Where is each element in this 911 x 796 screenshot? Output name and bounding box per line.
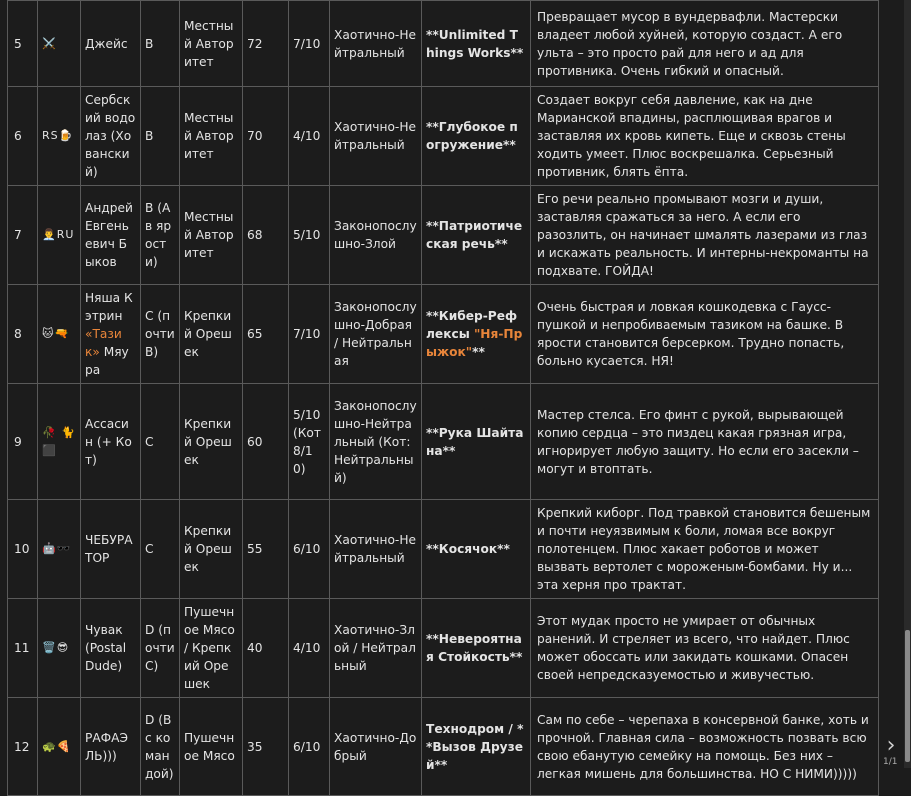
ability-text: **Глубокое погружение**: [426, 120, 518, 152]
class: Местный Авторитет: [180, 87, 243, 186]
next-page-chevron-icon[interactable]: ›: [886, 733, 896, 758]
ability: [422, 384, 531, 500]
emoji-icon: ⚔️: [38, 1, 81, 87]
power: 35: [243, 698, 289, 796]
emoji-icon: 🐢🍕: [38, 698, 81, 796]
rank: B: [141, 87, 180, 186]
character-name: Джейс: [81, 1, 141, 87]
rank: C: [141, 500, 180, 599]
power: 68: [243, 186, 289, 285]
ability: [422, 599, 531, 698]
emoji-icon: 🤖🕶️: [38, 500, 81, 599]
characters-table-wrapper: [7, 0, 878, 796]
class: Местный Авторитет: [180, 186, 243, 285]
description: Мастер стелса. Его финт с рукой, вырывающей копию сердца – это пиздец какая грязная игра, игнорирует любую защиту. Но если его засекли – могут и втоптать.: [531, 384, 879, 500]
class: Пушечное Мясо / Крепкий Орешек: [180, 599, 243, 698]
rating: 4/10: [289, 87, 330, 186]
class: Крепкий Орешек: [180, 500, 243, 599]
ability-part: **: [472, 345, 485, 359]
description: Превращает мусор в вундервафли. Мастерски владеет любой хуйней, которую создаст. А его ульта – это просто рай для него и ад для противника. Очень гибкий и опасный.: [531, 1, 879, 87]
ability: [422, 500, 531, 599]
alignment: Законопослушно-Злой: [330, 186, 422, 285]
character-name: Андрей Евгеньевич Быков: [81, 186, 141, 285]
table-row: [8, 1, 879, 87]
characters-table: [7, 0, 879, 796]
emoji-icon: RS🍺: [38, 87, 81, 186]
rank: B (А в ярости): [141, 186, 180, 285]
class: Крепкий Орешек: [180, 384, 243, 500]
character-name: Сербский водолаз (Хованский): [81, 87, 141, 186]
rating: 7/10: [289, 285, 330, 384]
table-row: [8, 384, 879, 500]
description: Сам по себе – черепаха в консервной банке, хоть и прочной. Главная сила – возможность позвать всю свою ебанутую семейку на помощь. Без них – легкая мишень для большинства. НО С НИМИ))))): [531, 698, 879, 796]
vertical-scrollbar[interactable]: [904, 0, 911, 768]
rank: C (почти B): [141, 285, 180, 384]
rank: C: [141, 384, 180, 500]
rank: D (В с командой): [141, 698, 180, 796]
alignment: Законопослушно-Нейтральный (Кот: Нейтральный): [330, 384, 422, 500]
rating: 6/10: [289, 698, 330, 796]
ability-part: **Кибер-Рефлексы: [426, 309, 518, 341]
row-number: 10: [8, 500, 38, 599]
ability-text: **Патриотическая речь**: [426, 219, 523, 251]
power: 60: [243, 384, 289, 500]
row-number: 9: [8, 384, 38, 500]
description: Создает вокруг себя давление, как на дне Марианской впадины, расплющивая врагов и заставляя их кровь кипеть. Еще и сквозь стены ходить умеет. Плюс воскрешалка. Серьезный противник, блять ёпта.: [531, 87, 879, 186]
table-row: [8, 285, 879, 384]
rating: 5/10: [289, 186, 330, 285]
alignment: Хаотично-Нейтральный: [330, 500, 422, 599]
description: Этот мудак просто не умирает от обычных ранений. И стреляет из всего, что найдет. Плюс может обоссать или закидать кошками. Опасен своей непредсказуемостью и живучестью.: [531, 599, 879, 698]
rating: 6/10: [289, 500, 330, 599]
name-part: Няша Кэтрин: [85, 291, 133, 323]
ability-text: **Рука Шайтана**: [426, 425, 524, 458]
page-indicator: 1/1: [883, 757, 898, 767]
ability: [422, 87, 531, 186]
emoji-icon: 🐱🔫: [38, 285, 81, 384]
power: 55: [243, 500, 289, 599]
scrollbar-thumb[interactable]: [905, 630, 910, 762]
description: Крепкий киборг. Под травкой становится бешеным и почти неуязвимым к боли, ломая все вокруг полотенцем. Плюс хакает роботов и может вызвать вертолет с мороженым-бомбами. Ну и... эта херня про трактат.: [531, 500, 879, 599]
row-number: 11: [8, 599, 38, 698]
ability-text: [426, 309, 522, 359]
alignment: Хаотично-Нейтральный: [330, 1, 422, 87]
row-number: 6: [8, 87, 38, 186]
power: 40: [243, 599, 289, 698]
row-number: 7: [8, 186, 38, 285]
emoji-icon: 👨‍💼RU: [38, 186, 81, 285]
power: 70: [243, 87, 289, 186]
table-row: [8, 698, 879, 796]
ability-text: **Косячок**: [426, 542, 510, 556]
rating: 7/10: [289, 1, 330, 87]
row-number: 12: [8, 698, 38, 796]
alignment: Законопослушно-Добрая / Нейтральная: [330, 285, 422, 384]
ability-text: **Невероятная Стойкость**: [426, 632, 523, 664]
table-row: [8, 599, 879, 698]
class: Местный Авторитет: [180, 1, 243, 87]
ability: [422, 186, 531, 285]
description: Его речи реально промывают мозги и души, заставляя сражаться за него. А если его разозлить, он начинает шмалять лазерами из глаз и искажать реальность. И интерны-некроманты на подхвате. ГОЙДА!: [531, 186, 879, 285]
character-name: Ассасин (+ Кот): [81, 384, 141, 500]
table-row: [8, 500, 879, 599]
emoji-icon: 🗑️😎: [38, 599, 81, 698]
ability: [422, 698, 531, 796]
alignment: Хаотично-Нейтральный: [330, 87, 422, 186]
table-row: [8, 186, 879, 285]
name-nickname: «Тазик»: [85, 327, 122, 359]
ability-text: **Unlimited Things Works**: [426, 27, 524, 60]
class: Крепкий Орешек: [180, 285, 243, 384]
rank: B: [141, 1, 180, 87]
description: Очень быстрая и ловкая кошкодевка с Гаусс-пушкой и непробиваемым тазиком на башке. В ярости становится берсерком. Трудно попасть, больно кусается. НЯ!: [531, 285, 879, 384]
power: 65: [243, 285, 289, 384]
ability: [422, 285, 531, 384]
rating: 4/10: [289, 599, 330, 698]
class: Пушечное Мясо: [180, 698, 243, 796]
character-name: РАФАЭЛЬ))): [81, 698, 141, 796]
alignment: Хаотично-Злой / Нейтральный: [330, 599, 422, 698]
rating: 5/10 (Кот 8/10): [289, 384, 330, 500]
character-name: [81, 285, 141, 384]
ability-highlight: "Ня-Прыжок": [426, 327, 523, 359]
row-number: 8: [8, 285, 38, 384]
rank: D (почти C): [141, 599, 180, 698]
row-number: 5: [8, 1, 38, 87]
character-name: ЧЕБУРАТОР: [81, 500, 141, 599]
ability-text: Технодром / **Вызов Друзей**: [426, 721, 524, 772]
emoji-icon: 🥀 🐈⬛: [38, 384, 81, 500]
power: 72: [243, 1, 289, 87]
table-row: [8, 87, 879, 186]
ability: [422, 1, 531, 87]
name-part: Мяура: [85, 345, 129, 377]
alignment: Хаотично-Добрый: [330, 698, 422, 796]
character-name: Чувак (Postal Dude): [81, 599, 141, 698]
